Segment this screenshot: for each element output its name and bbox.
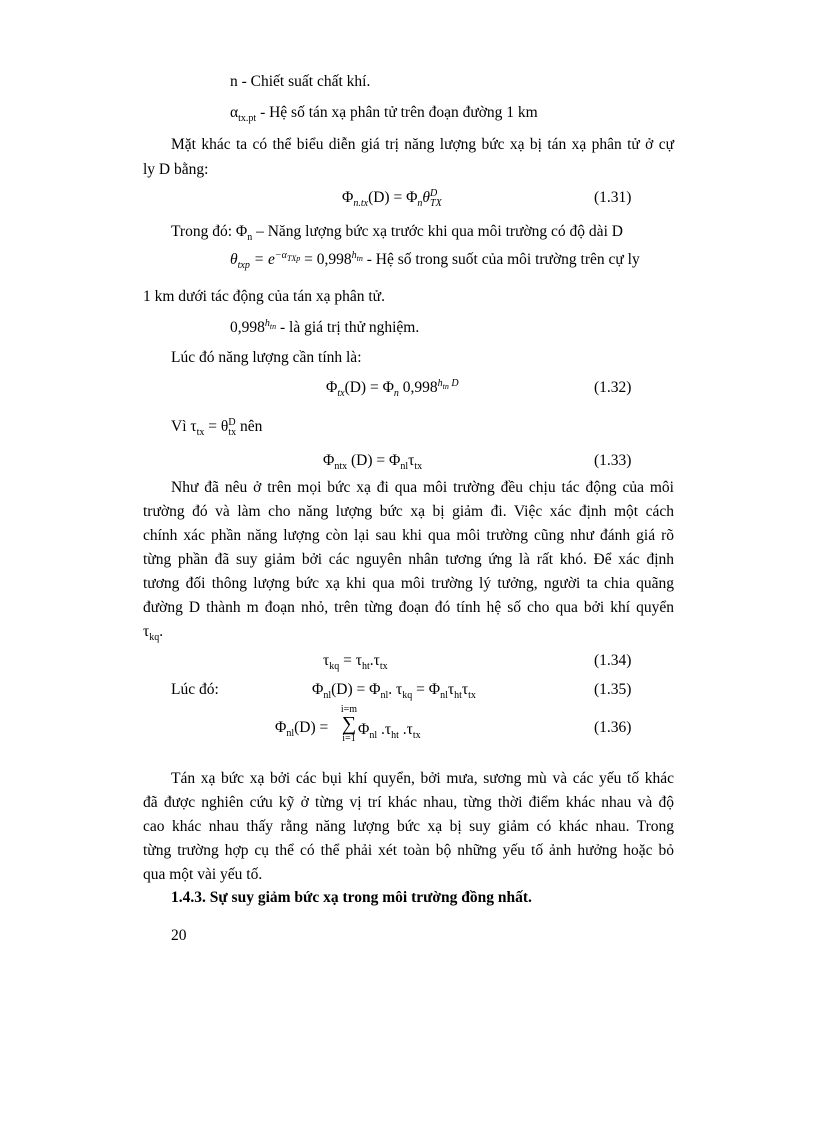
paragraph-line: $\tau_{kq}$.	[143, 623, 164, 644]
text-line-luc-do-2: Lúc đó:	[171, 681, 219, 698]
paragraph-line: Tán xạ bức xạ bởi các bụi khí quyển, bởi mưa, sương mù và các yếu tố khác	[171, 770, 674, 787]
paragraph-line: Mặt khác ta có thể biểu diễn giá trị năng lượng bức xạ bị tán xạ phân tử ở cự	[171, 136, 674, 153]
equation-1-33: $\Phi_{ntx}$ $(D) = \Phi_{nl}\tau_{tx}$	[323, 452, 423, 473]
paragraph-line: từng phần đã suy giảm bởi các nguyên nhân tương ứng là rất khó. Để xác định	[143, 551, 674, 568]
equation-number: (1.35)	[594, 681, 632, 698]
page-number: 20	[171, 927, 187, 944]
paragraph-line: tương đối thông lượng bức xạ khi qua môi trường lý tưởng, người ta chia quãng	[143, 575, 674, 592]
text-line-luc-do: Lúc đó năng lượng cần tính là:	[171, 349, 362, 366]
text-line-trong-do: Trong đó: $\Phi_n$ – Năng lượng bức xạ trước khi qua môi trường có độ dài D	[171, 223, 623, 244]
paragraph-line: Như đã nêu ở trên mọi bức xạ đi qua môi trường đều chịu tác động của môi	[171, 479, 674, 496]
paragraph-line: trường đó và làm cho năng lượng bức xạ bị giảm đi. Việc xác định một cách	[143, 503, 674, 520]
equation-number: (1.33)	[594, 452, 632, 469]
paragraph-line: từng trường hợp cụ thể có thể phải xét toàn bộ những yếu tố ảnh hưởng hoặc bỏ	[143, 842, 674, 859]
paragraph-line: đường D thành m đoạn nhỏ, trên từng đoạn đó tính hệ số cho qua bởi khí quyển	[143, 599, 674, 616]
text-line-n: n - Chiết suất chất khí.	[230, 73, 371, 90]
paragraph-line: qua một vài yếu tố.	[143, 866, 263, 883]
equation-number: (1.36)	[594, 719, 632, 736]
paragraph-line: chính xác phần năng lượng còn lại sau khi qua môi trường cũng như đánh giá rõ	[143, 527, 674, 544]
equation-1-36-rhs: $\Phi_{nl}$ $.\tau_{ht}$ $.\tau_{tx}$	[358, 721, 421, 742]
alpha-symbol: α	[230, 104, 239, 121]
equation-1-35: $\Phi_{nl}(D) = \Phi_{nl}$. $\tau_{kq} = \Phi_{nl}\tau_{ht}\tau_{tx}$	[312, 681, 476, 702]
equation-number: (1.32)	[594, 379, 632, 396]
paragraph-line: đã được nghiên cứu kỹ ở từng vị trí khác nhau, từng thời điểm khác nhau và độ	[143, 794, 674, 811]
equation-1-31: $\Phi_{n.tx}(D) = \Phi_n\theta$ D TX	[342, 188, 442, 210]
equation-number: (1.34)	[594, 652, 632, 669]
section-heading: 1.4.3. Sự suy giảm bức xạ trong môi trường đồng nhất.	[171, 889, 532, 906]
paragraph-line: cao khác nhau thấy rằng năng lượng bức xạ bị suy giảm có khác nhau. Trong	[143, 818, 674, 835]
text-line-alpha	[230, 103, 538, 123]
alpha-subscript: tx.pt	[238, 113, 257, 125]
text-line-experimental: $0,998^{h_{tn}}$ - là giá trị thử nghiệm.	[230, 317, 420, 336]
alpha-description: - Hệ số tán xạ phân tử trên đoạn đường 1 km	[256, 104, 538, 121]
equation-1-36-lhs: $\Phi_{nl}(D)$ =	[275, 719, 329, 740]
text-line-1km: 1 km dưới tác động của tán xạ phân tử.	[143, 288, 385, 305]
summation-sign: i=m ∑ i=1	[340, 704, 358, 744]
equation-number: (1.31)	[594, 189, 632, 206]
paragraph-line: ly D bằng:	[143, 161, 209, 178]
text-line-vi: Vì $\tau_{tx} = \theta$ D tx nên	[171, 417, 263, 439]
equation-1-32: $\Phi_{tx}(D) = \Phi_n$ $0,998^{h_{tn} D}$	[326, 377, 459, 400]
equation-1-34: $\tau_{kq} = \tau_{ht}.\tau_{tx}$	[323, 652, 388, 673]
text-line-theta-def: $\theta_{txp} = e^{-\alpha_{TXp}} = 0,998^{h_{tn}}$ - Hệ số trong suốt của môi trường trên cự ly	[230, 249, 640, 272]
